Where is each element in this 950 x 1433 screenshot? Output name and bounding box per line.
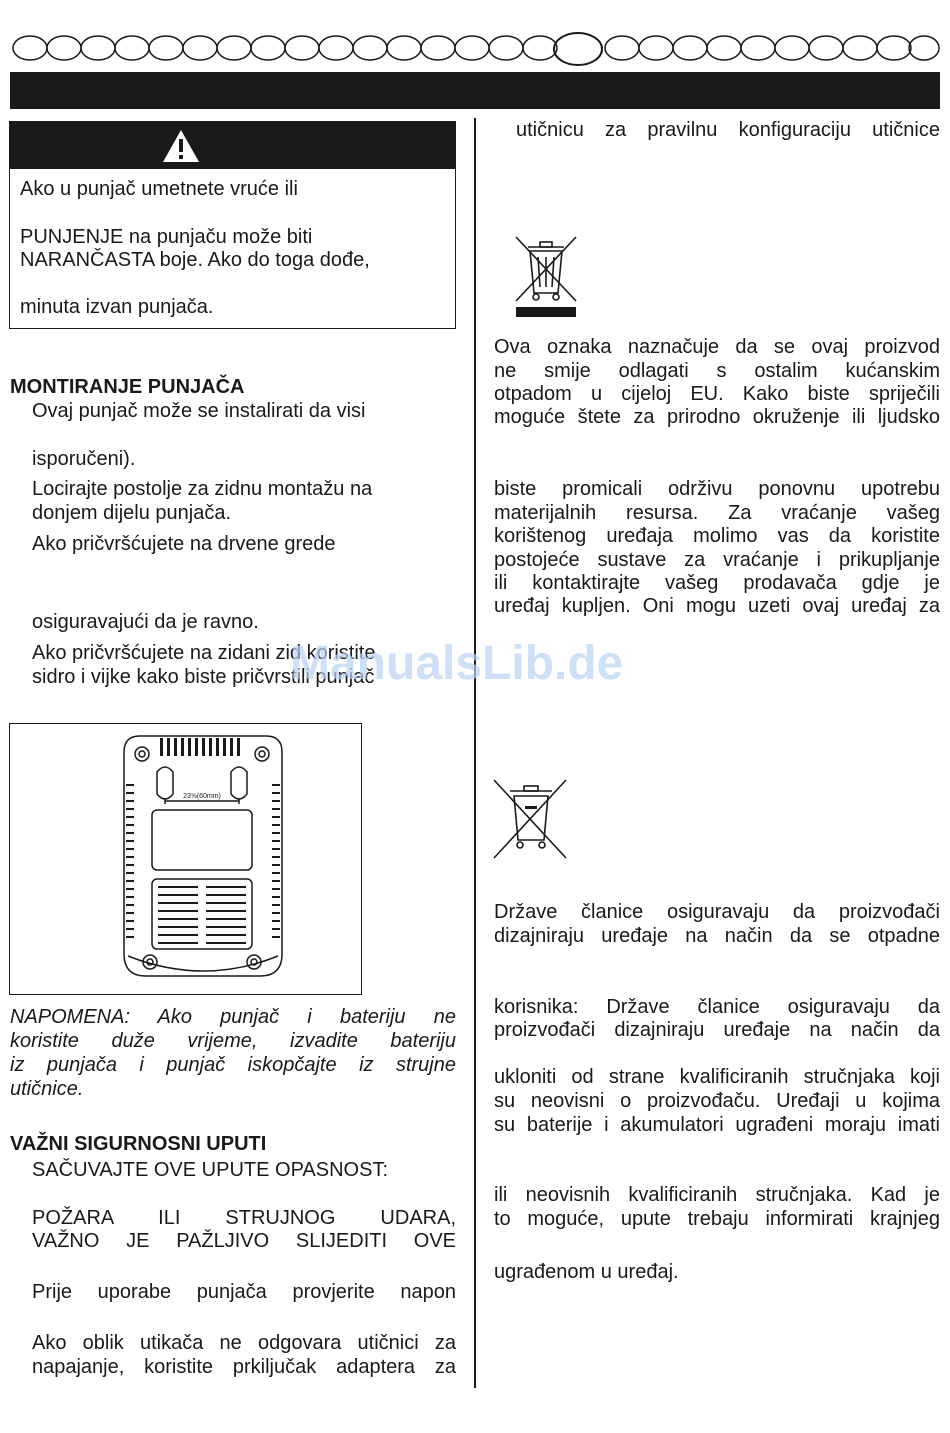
charger-figure: [9, 723, 362, 995]
mount-text-line: Ovaj punjač može se instalirati da visi: [32, 400, 366, 422]
right-text-line: ugrađenom u uređaj.: [494, 1261, 679, 1283]
safety-heading: VAŽNI SIGURNOSNI UPUTI: [10, 1133, 267, 1155]
right-text-line: dizajniraju uređaje na način da se otpadne: [494, 925, 940, 947]
right-text-line: biste promicali održivu ponovnu upotrebu: [494, 478, 940, 500]
note-line: iz punjača i punjač iskopčajte iz strujne: [10, 1054, 456, 1076]
mount-text-line: Ako pričvršćujete na zidani zid koristite: [32, 642, 376, 664]
right-text-line: postojeće sustave za vraćanje i prikupljanje: [494, 549, 940, 571]
charger-bottom-drawing: [10, 724, 361, 994]
header-bar: [10, 72, 940, 109]
warning-text-line: PUNJENJE na punjaču može biti: [20, 226, 313, 248]
mount-text-line: Ako pričvršćujete na drvene grede: [32, 533, 336, 555]
right-text-line: materijalnih resursa. Za vraćanje vašeg: [494, 502, 940, 524]
right-text-line: Države članice osiguravaju da proizvođači: [494, 901, 940, 923]
safety-text-line: napajanje, koristite prkiljučak adaptera za: [32, 1356, 456, 1378]
right-text-line: proizvođači dizajniraju uređaje na način da: [494, 1019, 940, 1041]
warning-text-line: NARANČASTA boje. Ako do toga dođe,: [20, 249, 370, 271]
battery-weee-bin-icon: [492, 778, 570, 862]
figure-dimension-label: 23⅝(60mm): [183, 793, 221, 800]
note-line: NAPOMENA: Ako punjač i bateriju ne: [10, 1006, 456, 1028]
right-text-line: moguće štete za prirodno okruženje ili ljudsko: [494, 406, 940, 428]
language-selector-ovals: [8, 30, 942, 70]
right-text-line: korisnika: Države članice osiguravaju da: [494, 996, 940, 1018]
safety-text-line: Ako oblik utikača ne odgovara utičnici za: [32, 1332, 456, 1354]
warning-header: [10, 122, 455, 169]
safety-text-line: Prije uporabe punjača provjerite napon: [32, 1281, 456, 1303]
right-text-line: Ova oznaka naznačuje da se ovaj proizvod: [494, 336, 940, 358]
mount-text-line: osiguravajući da je ravno.: [32, 611, 259, 633]
warning-box: [9, 121, 456, 329]
right-text-line: ne smije odlagati s ostalim kućanskim: [494, 360, 940, 382]
column-divider: [474, 118, 476, 1388]
right-text-line: otpadom u cijeloj EU. Kako biste spriječili: [494, 383, 940, 405]
right-text-line: korištenog uređaja molimo vas da koristite: [494, 525, 940, 547]
mount-text-line: Locirajte postolje za zidnu montažu na: [32, 478, 373, 500]
weee-bin-icon: [512, 235, 580, 320]
right-text-line: ukloniti od strane kvalificiranih stručnjaka koji: [494, 1066, 940, 1088]
right-top-line: utičnicu za pravilnu konfiguraciju utičnice: [516, 119, 940, 141]
right-text-line: ili kontaktirajte vašeg prodavača gdje je: [494, 572, 940, 594]
watermark: ManualsLib.de: [290, 637, 624, 690]
mount-text-line: sidro i vijke kako biste pričvrstili punjač: [32, 666, 375, 688]
mount-text-line: donjem dijelu punjača.: [32, 502, 232, 524]
right-text-line: su baterije i akumulatori ugrađeni moraju imati: [494, 1114, 940, 1136]
right-text-line: uređaj kupljen. Oni mogu uzeti ovaj uređaj za: [494, 595, 940, 617]
safety-text-line: SAČUVAJTE OVE UPUTE OPASNOST:: [32, 1159, 388, 1181]
note-line: utičnice.: [10, 1078, 84, 1100]
note-line: koristite duže vrijeme, izvadite bateriju: [10, 1030, 456, 1052]
right-text-line: to moguće, upute trebaju informirati krajnjeg: [494, 1208, 940, 1230]
mount-text-line: isporučeni).: [32, 448, 136, 470]
right-text-line: su neovisni o proizvođaču. Uređaji u kojima: [494, 1090, 940, 1112]
safety-text-line: VAŽNO JE PAŽLJIVO SLIJEDITI OVE: [32, 1230, 456, 1252]
warning-triangle-icon: [161, 128, 201, 164]
mount-heading: MONTIRANJE PUNJAČA: [10, 376, 245, 398]
right-text-line: ili neovisnih kvalificiranih stručnjaka. Kad je: [494, 1184, 940, 1206]
safety-text-line: POŽARA ILI STRUJNOG UDARA,: [32, 1207, 456, 1229]
warning-text-line: minuta izvan punjača.: [20, 296, 214, 318]
warning-text-line: Ako u punjač umetnete vruće ili: [20, 178, 298, 200]
